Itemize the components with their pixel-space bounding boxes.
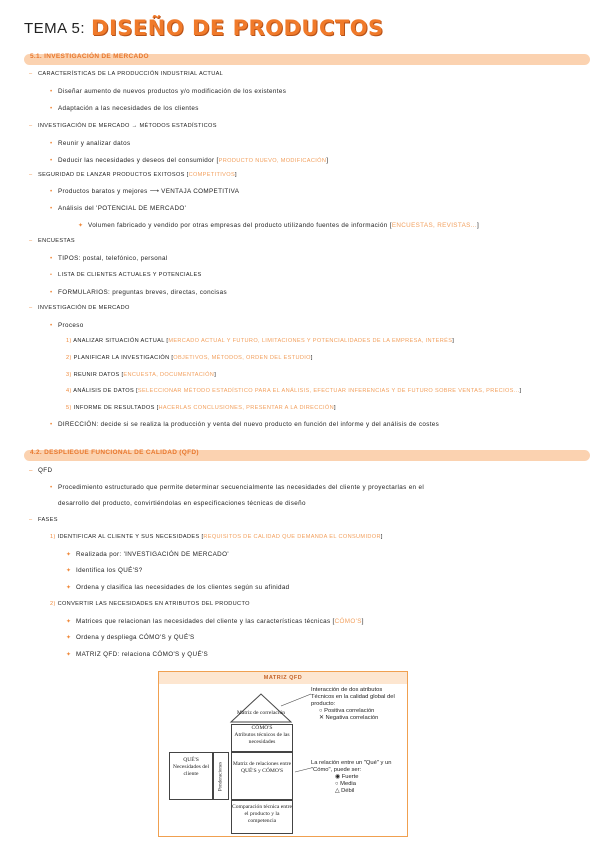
legend-text: Fuerte — [341, 774, 359, 780]
text-line: desarrollo del producto, convirtiéndolas en especificaciones técnicas de diseño — [58, 500, 306, 507]
figure-title: MATRIZ QFD — [159, 672, 407, 684]
legend-text: Media — [340, 781, 356, 787]
page-title — [24, 16, 384, 40]
relaciones-label: Matriz de relaciones entre QUÉ'S y CÓMO'S — [232, 761, 292, 774]
text-part: ] — [380, 534, 383, 540]
highlight-text: ENCUESTA, DOCUMENTACIÓN — [123, 372, 215, 378]
cross-icon: ✕ — [319, 715, 324, 721]
text-line: • Procedimiento estructurado que permite determinar secuencialmente las necesidades del cliente y proyectarlas en el — [58, 484, 424, 491]
step-number: 1) — [66, 338, 72, 344]
legend-text: Débil — [341, 788, 355, 794]
text-line: ✦ Realizada por: 'INVESTIGACIÓN DE MERCADO' — [76, 551, 229, 558]
text-line — [76, 618, 364, 625]
highlight-text: CÓMO'S — [334, 618, 362, 625]
triangle-icon: △ — [335, 788, 340, 794]
text-part: Volumen fabricado y vendido por otras empresas del producto utilizando fuentes de información [ — [88, 222, 392, 229]
text-part: ] — [452, 338, 455, 344]
relation-pointer — [295, 768, 311, 772]
text-part: ] — [476, 222, 480, 229]
text-part: ANALIZAR SITUACIÓN ACTUAL [ — [73, 338, 169, 344]
text-line: • Diseñar aumento de nuevos productos y/o modificación de los existentes — [58, 88, 286, 95]
qfd-matrix-figure — [158, 671, 408, 837]
text-line: • Productos baratos y mejores ⟶ VENTAJA COMPETITIVA — [58, 188, 239, 195]
legend-strong — [311, 774, 403, 781]
correlation-text: Interacción de dos atributos Técnicos en la calidad global del producto: — [311, 687, 395, 707]
text-line: • TIPOS: postal, telefónico, personal — [58, 255, 168, 262]
tema-prefix: TEMA 5: — [24, 20, 86, 37]
step-number: 1) — [50, 534, 56, 540]
text-part: IDENTIFICAR AL CLIENTE Y SUS NECESIDADES [ — [57, 534, 204, 540]
section-header-1 — [24, 54, 590, 65]
highlight-text: SELECCIONAR MÉTODO ESTADÍSTICO PARA EL ANÁLISIS, EFECTUAR INFERENCIAS Y DE FUTURO SOBRE VENTAS, PRECIOS... — [137, 388, 520, 394]
tema-title: DISEÑO DE PRODUCTOS — [91, 16, 384, 40]
process-step — [66, 405, 336, 411]
text-part: PLANIFICAR LA INVESTIGACIÓN [ — [73, 355, 174, 361]
text-line: ✦ Ordena y despliega CÓMO'S y QUÉ'S — [76, 634, 195, 641]
text-part: ] — [326, 157, 329, 164]
circle-icon: ○ — [319, 708, 323, 714]
text-line — [58, 157, 328, 164]
step-number: 2) — [66, 355, 72, 361]
highlight-text: ENCUESTAS, REVISTAS... — [391, 222, 477, 229]
text-part: ] — [361, 618, 364, 625]
process-step — [66, 388, 521, 394]
section-header-2 — [24, 450, 590, 461]
process-step — [66, 355, 313, 361]
comparacion-box — [231, 800, 293, 834]
highlight-text: OBJETIVOS, MÉTODOS, ORDEN DEL ESTUDIO — [173, 355, 311, 361]
ques-label: QUÉ'S — [183, 757, 199, 763]
text-part: SEGURIDAD DE LANZAR PRODUCTOS EXITOSOS [ — [38, 172, 189, 178]
text-line: • LISTA DE CLIENTES ACTUALES Y POTENCIALES — [58, 272, 202, 278]
circle-icon: ○ — [335, 781, 339, 787]
text-part: ANÁLISIS DE DATOS [ — [73, 388, 138, 394]
text-part: Deducir las necesidades y deseos del consumidor [ — [58, 157, 219, 164]
text-line: • Proceso — [58, 322, 84, 329]
step-number: 4) — [66, 388, 72, 394]
highlight-text: COMPETITIVOS — [188, 172, 236, 178]
text-line: • DIRECCIÓN: decide si se realiza la producción y venta del nuevo producto en función del informe y del análisis de costes — [58, 421, 439, 428]
text-line: ✦ Identifica los QUÉ'S? — [76, 567, 143, 574]
step-number: 3) — [66, 372, 72, 378]
legend-text: Negativa correlación — [325, 715, 379, 721]
text-part: ] — [519, 388, 522, 394]
text-line: – QFD — [38, 467, 52, 474]
ponderaciones-label: Ponderaciones — [218, 761, 224, 792]
roof-label: Matriz de correlación — [236, 710, 286, 716]
legend-medium — [311, 781, 403, 788]
legend-text: Positiva correlación — [324, 708, 375, 714]
ques-box — [169, 752, 213, 800]
highlight-text: REQUISITOS DE CALIDAD QUE DEMANDA EL CONSUMIDOR — [203, 534, 381, 540]
ponderaciones-box — [213, 752, 229, 800]
text-line: – CARACTERÍSTICAS DE LA PRODUCCIÓN INDUSTRIAL ACTUAL — [38, 71, 223, 77]
section-title-1: 5.1. INVESTIGACIÓN DE MERCADO — [30, 53, 149, 60]
highlight-text: MERCADO ACTUAL Y FUTURO, LIMITACIONES Y POTENCIALIDADES DE LA EMPRESA, INTERÉS — [168, 338, 453, 344]
highlight-text: PRODUCTO NUEVO, MODIFICACIÓN — [218, 158, 327, 164]
text-part: ] — [235, 172, 237, 178]
comos-label: CÓMO'S — [251, 725, 273, 731]
text-part: CONVERTIR LAS NECESIDADES EN ATRIBUTOS DEL PRODUCTO — [57, 601, 250, 607]
text-part: REUNIR DATOS [ — [73, 372, 124, 378]
text-line: ✦ Ordena y clasifica las necesidades de los clientes según su afinidad — [76, 584, 290, 591]
text-line: • Análisis del 'POTENCIAL DE MERCADO' — [58, 205, 186, 212]
step-number: 2) — [50, 601, 56, 607]
comparacion-label: Comparación técnica entre el producto y la competencia — [232, 804, 292, 824]
text-part: ] — [334, 405, 336, 411]
text-part: ] — [310, 355, 313, 361]
text-part: Matrices que relacionan las necesidades del cliente y las características técnicas [ — [76, 618, 335, 625]
necesidades-label: Necesidades del cliente — [172, 764, 210, 777]
text-line — [38, 172, 237, 178]
phase-step — [50, 534, 383, 540]
text-line: – ENCUESTAS — [38, 238, 75, 244]
text-line: • Adaptación a las necesidades de los clientes — [58, 105, 199, 112]
text-line: • Reunir y analizar datos — [58, 140, 130, 147]
phase-step — [50, 601, 250, 607]
filled-circle-icon: ◉ — [335, 774, 341, 780]
step-number: 5) — [66, 405, 72, 411]
relation-text: La relación entre un "Qué" y un "Cómo", puede ser: — [311, 760, 392, 773]
relaciones-box — [231, 752, 293, 800]
text-line: – INVESTIGACIÓN DE MERCADO → MÉTODOS ESTADÍSTICOS — [38, 123, 217, 129]
legend-negative — [311, 715, 403, 722]
text-line — [88, 222, 479, 229]
highlight-text: HACERLAS CONCLUSIONES, PRESENTAR A LA DIRECCIÓN — [158, 405, 335, 411]
text-part: ] — [214, 372, 217, 378]
correlation-note — [311, 687, 403, 722]
text-part: INFORME DE RESULTADOS [ — [73, 405, 159, 411]
relation-note — [311, 760, 403, 795]
legend-positive — [311, 708, 403, 715]
process-step — [66, 338, 454, 344]
text-line: – INVESTIGACIÓN DE MERCADO — [38, 305, 130, 311]
comos-box — [231, 724, 293, 752]
process-step — [66, 372, 216, 378]
atributos-label: Atributos técnicos de las necesidades — [234, 732, 290, 745]
text-line: • FORMULARIOS: preguntas breves, directas, concisas — [58, 289, 227, 296]
section-title-2: 4.2. DESPLIEGUE FUNCIONAL DE CALIDAD (QFD) — [30, 449, 199, 456]
text-line: – FASES — [38, 517, 58, 523]
text-line: ✦ MATRIZ QFD: relaciona CÓMO'S y QUÉ'S — [76, 651, 208, 658]
roof-pointer — [281, 694, 311, 706]
legend-weak — [311, 788, 403, 795]
